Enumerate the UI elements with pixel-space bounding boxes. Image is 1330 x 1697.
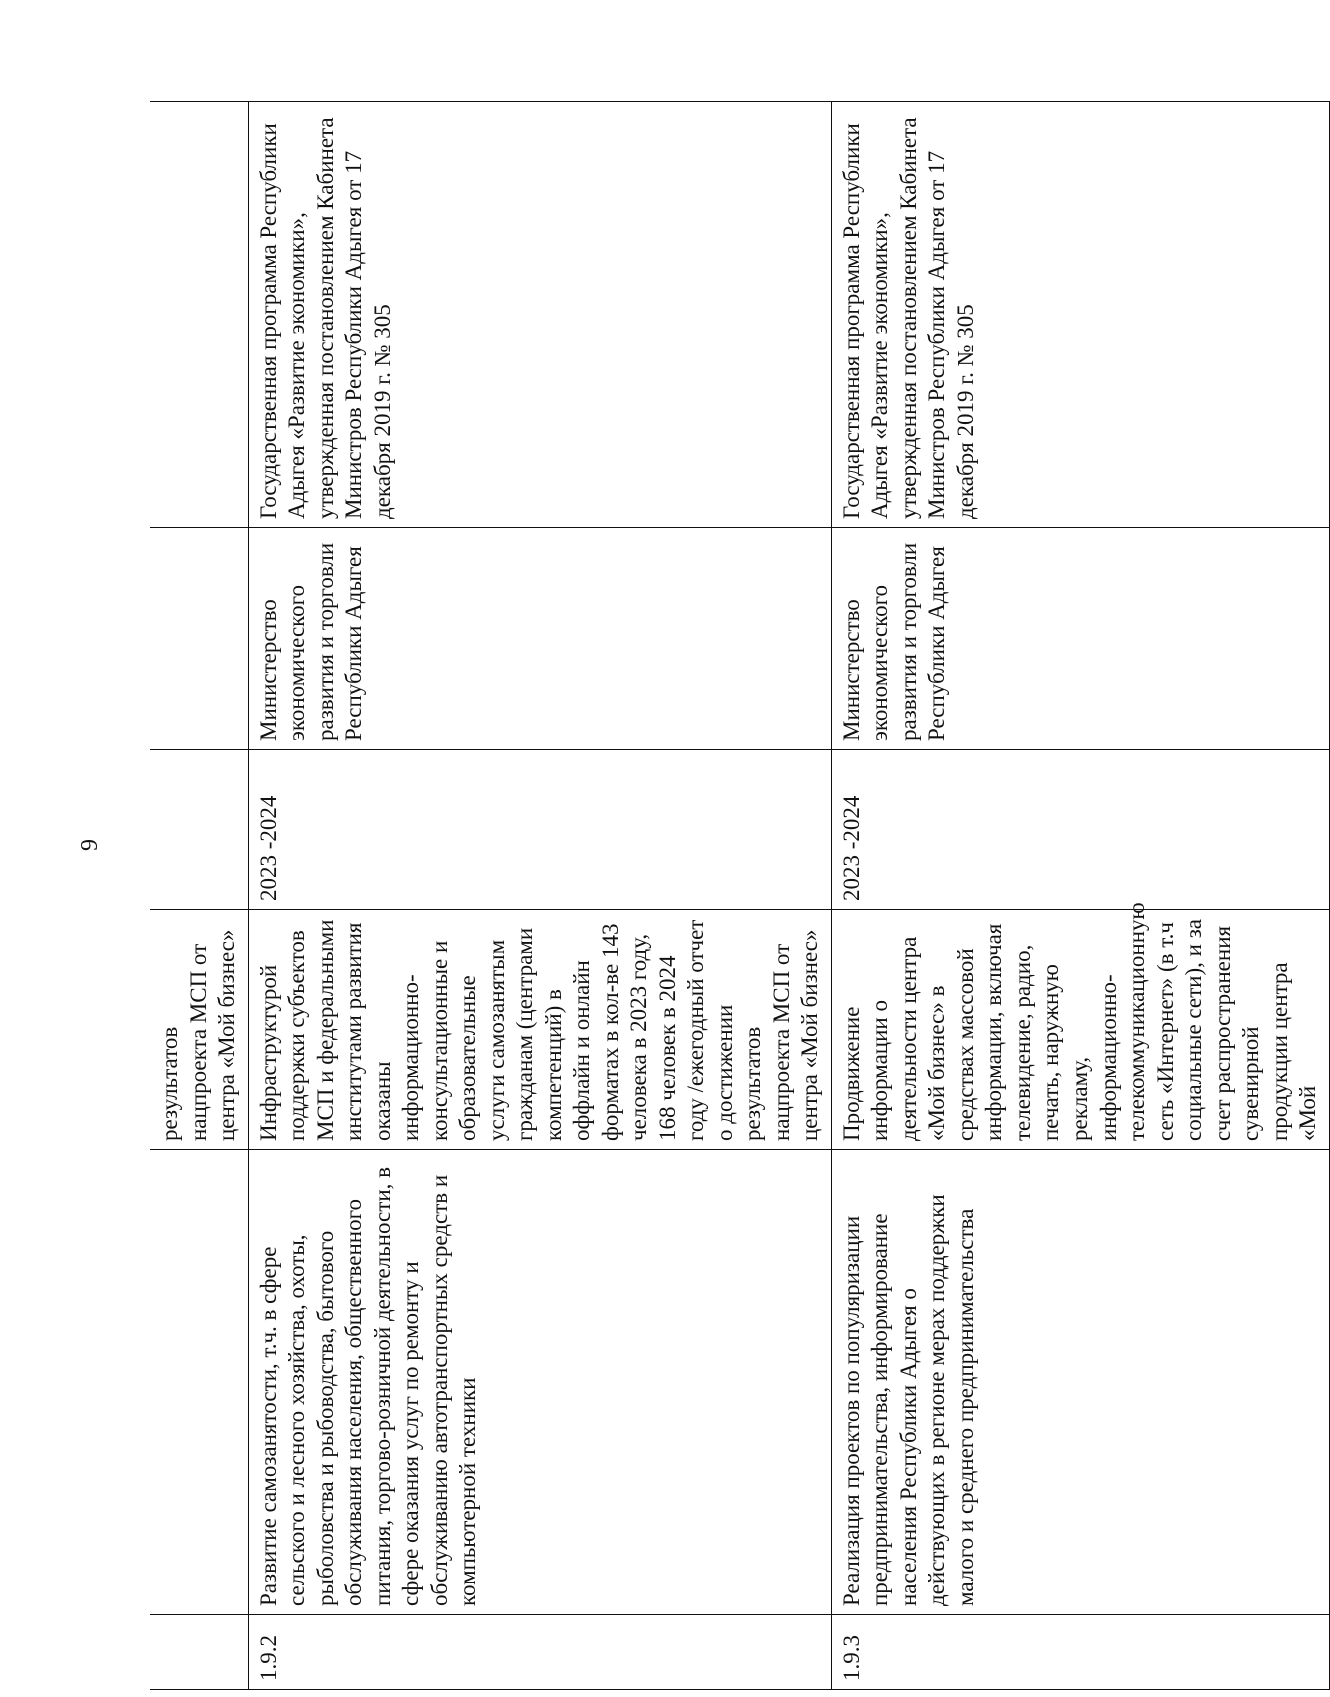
measures-table <box>150 101 1330 1690</box>
cell-executor: Министерство экономического развития и торговли Республики Адыгея <box>831 528 1329 750</box>
cell-source: Государственная программа Республики Адыгея «Развитие экономики», утвержденная постановлением Кабинета Министров Республики Адыгея от 17 декабря 2019 г. № 305 <box>831 102 1329 528</box>
table-row-continuation <box>150 102 248 1690</box>
cell-executor: Министерство экономического развития и торговли Республики Адыгея <box>248 528 831 750</box>
cell-period: 2023 -2024 <box>248 750 831 910</box>
cell-period <box>150 750 248 910</box>
cell-number <box>150 1615 248 1690</box>
cell-source: Государственная программа Республики Адыгея «Развитие экономики», утвержденная постановлением Кабинета Министров Республики Адыгея от 17 декабря 2019 г. № 305 <box>248 102 831 528</box>
cell-result: результатов нацпроекта МСП от центра «Мой бизнес» <box>150 910 248 1150</box>
cell-period: 2023 -2024 <box>831 750 1329 910</box>
table-row <box>831 102 1329 1690</box>
cell-result: Продвижение информации о деятельности центра «Мой бизнес» в средствах массовой информации, включая телевидение, радио, печать, наружную рекламу, информационно-телекоммуникационную сеть «Интернет» (в т.ч социальные сети), и за счет распространения сувенирной продукции центра «Мой <box>831 910 1329 1150</box>
cell-result: Инфраструктурой поддержки субъектов МСП и федеральными институтами развития оказаны информационно-консультационные и образовательные услуги самозанятым гражданам (центрами компетенций) в оффлайн и онлайн форматах в кол-ве 143 человека в 2023 году, 168 человек в 2024 году /ежегодный отчет о достижении результатов нацпроекта МСП от центра «Мой бизнес» <box>248 910 831 1150</box>
page-number: 9 <box>77 839 103 851</box>
document-table-rotated <box>150 102 1321 1690</box>
cell-measure: Реализация проектов по популяризации предпринимательства, информирование населения Республики Адыгея о действующих в регионе мерах поддержки малого и среднего предпринимательства <box>831 1150 1329 1615</box>
cell-number: 1.9.2 <box>248 1615 831 1690</box>
cell-executor <box>150 528 248 750</box>
table-row <box>248 102 831 1690</box>
cell-measure: Развитие самозанятости, т.ч. в сфере сельского и лесного хозяйства, охоты, рыболовства и рыбоводства, бытового обслуживания населения, общественного питания, торгово-розничной деятельности, в сфере оказания услуг по ремонту и обслуживанию автотранспортных средств и компьютерной техники <box>248 1150 831 1615</box>
cell-source <box>150 102 248 528</box>
cell-measure <box>150 1150 248 1615</box>
cell-number: 1.9.3 <box>831 1615 1329 1690</box>
